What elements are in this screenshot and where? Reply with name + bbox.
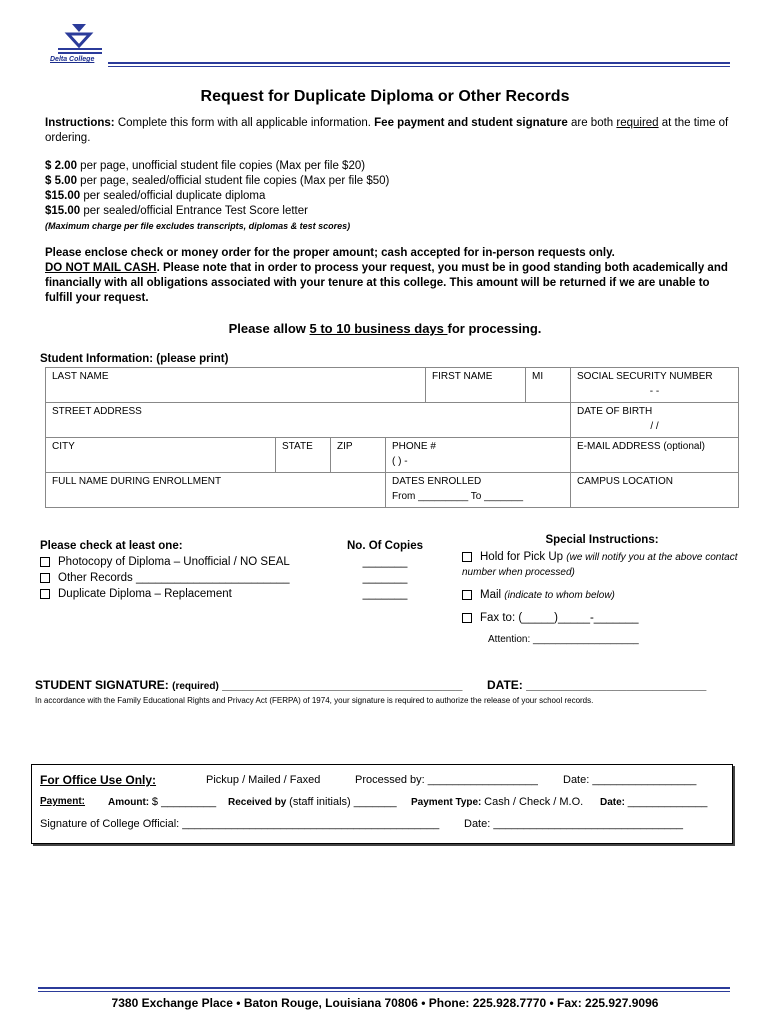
mi-field[interactable]: MI (526, 368, 571, 403)
payment-date-field: Date: _____________ (600, 796, 708, 808)
fee-note: (Maximum charge per file excludes transcripts, diplomas & test scores) (45, 221, 351, 231)
copies-blank[interactable]: _______ (362, 572, 408, 584)
office-method: Pickup / Mailed / Faxed (206, 774, 321, 786)
signature-date[interactable]: DATE: ___________________________ (487, 678, 707, 692)
page-title: Request for Duplicate Diploma or Other Records (200, 88, 570, 105)
last-name-field[interactable]: LAST NAME (46, 368, 426, 403)
option-duplicate-diploma[interactable]: Duplicate Diploma – Replacement (40, 586, 290, 602)
copies-blank[interactable]: _______ (362, 588, 408, 600)
enrollment-name-field[interactable]: FULL NAME DURING ENROLLMENT (46, 473, 386, 508)
official-date: Date: _______________________________ (464, 818, 683, 830)
dates-enrolled-field[interactable]: DATES ENROLLED From _________ To _______ (386, 473, 571, 508)
fee-item: $15.00 per sealed/official duplicate diploma (45, 190, 266, 202)
fee-list (45, 159, 389, 234)
processing-time: Please allow 5 to 10 business days for processing. (228, 321, 542, 336)
city-field[interactable]: CITY (46, 438, 276, 473)
option-photocopy[interactable]: Photocopy of Diploma – Unofficial / NO SEAL (40, 554, 290, 570)
copies-blank[interactable]: _______ (362, 556, 408, 568)
checkbox-icon[interactable] (462, 552, 472, 562)
office-heading: For Office Use Only: (40, 773, 157, 787)
signature-line[interactable]: STUDENT SIGNATURE: (required) ____________________________________ (35, 678, 463, 692)
checkbox-icon[interactable] (40, 573, 50, 583)
checkbox-icon[interactable] (462, 613, 472, 623)
state-field[interactable]: STATE (276, 438, 331, 473)
option-mail[interactable]: Mail (indicate to whom below) (462, 588, 742, 603)
campus-location-field[interactable]: CAMPUS LOCATION (571, 473, 739, 508)
option-pickup[interactable]: Hold for Pick Up (we will notify you at the above contact number when processed) (462, 551, 738, 578)
phone-field[interactable]: PHONE # ( ) - (386, 438, 571, 473)
record-options (40, 538, 290, 602)
logo-text: Delta College (50, 56, 95, 63)
received-by-field: Received by (staff initials) _______ (228, 796, 397, 808)
date-of-birth-field[interactable]: DATE OF BIRTH / / (571, 403, 739, 438)
office-date: Date: _________________ (563, 774, 697, 786)
record-options-heading: Please check at least one: (40, 540, 183, 552)
zip-field[interactable]: ZIP (331, 438, 386, 473)
payment-warning: Please enclose check or money order for the proper amount; cash accepted for in-person requests only. DO NOT MAIL CASH. Please note that in order to process your request, you must be in good standing both academically and financially with all obligations associated with your tenure at this college. This amount will be returned if we are unable to fulfill your request. (45, 247, 728, 304)
option-fax[interactable]: Fax to: (_____)_____-_______ (462, 611, 742, 626)
processed-by: Processed by: __________________ (355, 774, 538, 786)
student-info-label: Student Information: (please print) (40, 353, 229, 365)
option-other-records[interactable]: Other Records ________________________ (40, 570, 290, 586)
fee-item: $ 5.00 per page, sealed/official student file copies (Max per file $50) (45, 175, 390, 187)
footer-rule (38, 987, 730, 989)
checkbox-icon[interactable] (462, 590, 472, 600)
street-address-field[interactable]: STREET ADDRESS (46, 403, 571, 438)
student-info-table (45, 367, 739, 508)
special-instructions (462, 533, 742, 647)
first-name-field[interactable]: FIRST NAME (426, 368, 526, 403)
ferpa-notice: In accordance with the Family Educational Rights and Privacy Act (FERPA) of 1974, your signature is required to authorize the release of your school records. (35, 696, 594, 705)
ssn-field[interactable]: SOCIAL SECURITY NUMBER - - (571, 368, 739, 403)
fee-item: $ 2.00 per page, unofficial student file copies (Max per file $20) (45, 160, 366, 172)
checkbox-icon[interactable] (40, 589, 50, 599)
copies-heading: No. Of Copies (346, 540, 424, 552)
official-signature: Signature of College Official: __________________________________________ (40, 818, 440, 830)
payment-type-field: Payment Type: Cash / Check / M.O. (411, 796, 584, 808)
fee-item: $15.00 per sealed/official Entrance Test Score letter (45, 205, 308, 217)
attention-line[interactable]: Attention: ___________________ (488, 634, 639, 645)
footer-rule-thin (38, 991, 730, 992)
footer-address: 7380 Exchange Place • Baton Rouge, Louisiana 70806 • Phone: 225.928.7770 • Fax: 225.927.9096 (111, 996, 659, 1010)
instructions: Instructions: Complete this form with all applicable information. Fee payment and student signature are both required at the time of ordering. (45, 117, 729, 144)
amount-field: Amount: $ _________ (108, 796, 217, 808)
office-use-box (31, 764, 733, 844)
checkbox-icon[interactable] (40, 557, 50, 567)
special-heading: Special Instructions: (545, 534, 659, 546)
header-rule (108, 62, 730, 64)
copies-column (340, 538, 430, 602)
email-field[interactable]: E-MAIL ADDRESS (optional) (571, 438, 739, 473)
header-rule-thin (108, 66, 730, 67)
payment-label: Payment: (40, 796, 86, 807)
